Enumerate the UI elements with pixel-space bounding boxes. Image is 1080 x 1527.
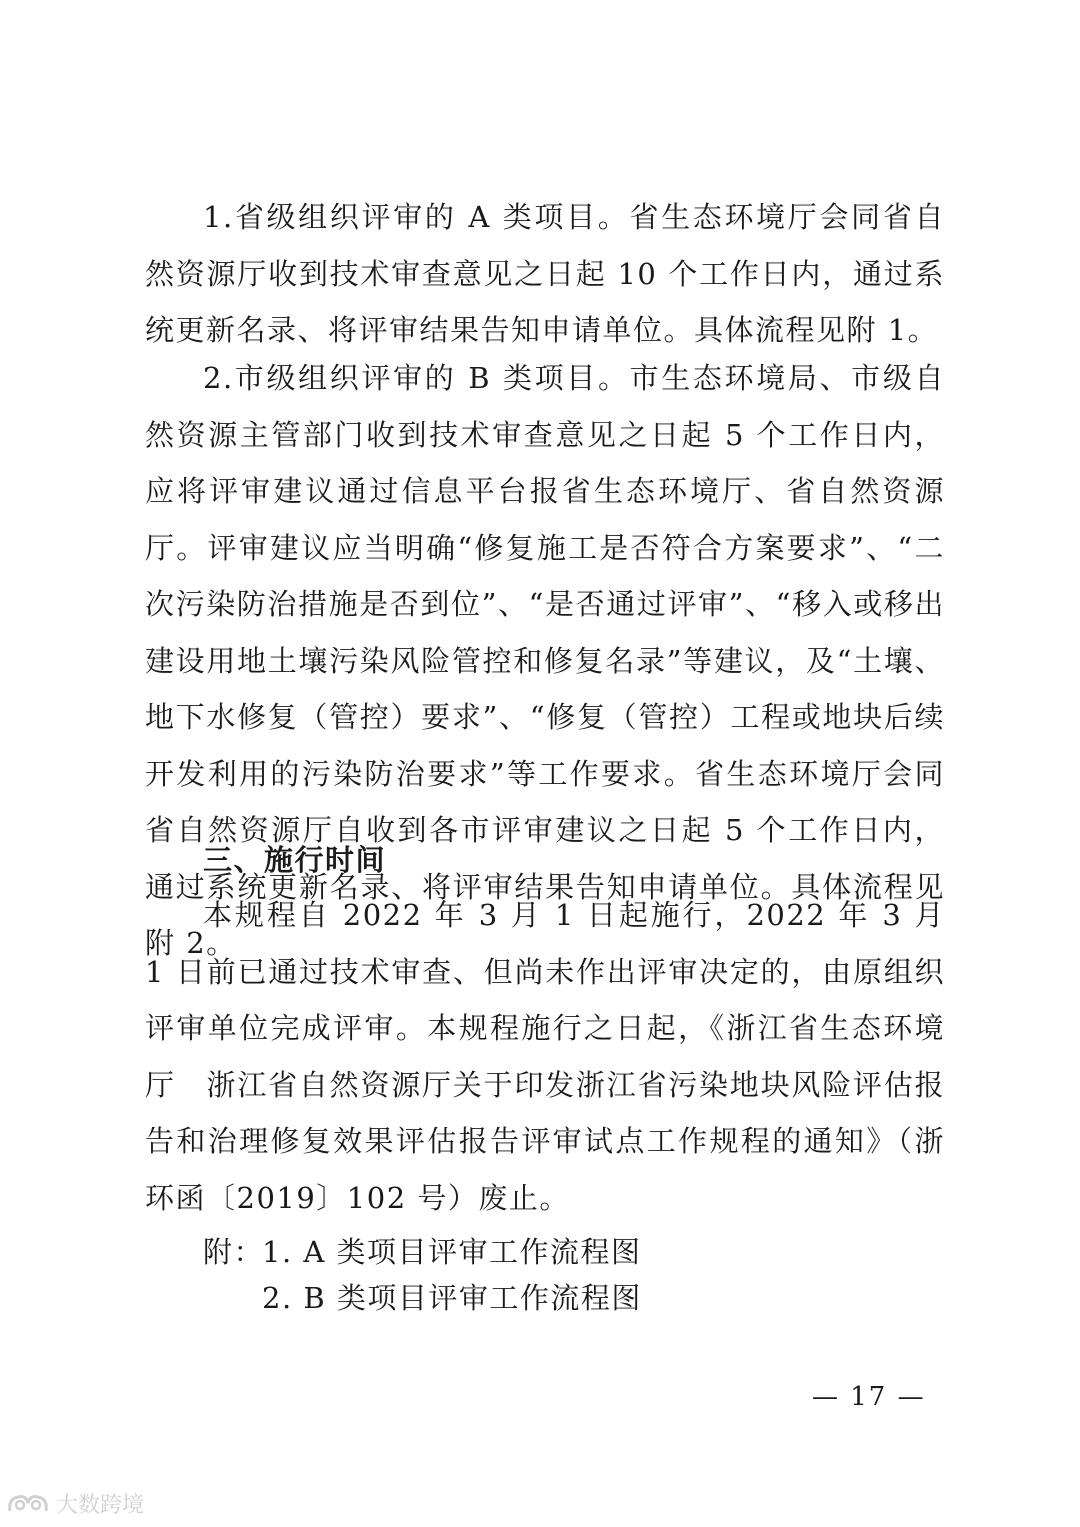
attachment-prefix: 附： — [203, 1235, 265, 1269]
attachment-item-2: 2. B 类项目评审工作流程图 — [262, 1281, 642, 1315]
watermark-text: 大数跨境 — [56, 1493, 145, 1518]
page-number: — 17 — — [812, 1382, 926, 1412]
paragraph-a-projects: 1.省级组织评审的 A 类项目。省生态环境厅会同省自然资源厅收到技术审查意见之日起 10 个工作日内，通过系统更新名录、将评审结果告知申请单位。具体流程见附 1。 — [145, 200, 945, 347]
paragraph-effective-date: 本规程自 2022 年 3 月 1 日起施行，2022 年 3 月 1 日前已通过技术审查、但尚未作出评审决定的，由原组织评审单位完成评审。本规程施行之日起，《浙江省生态环境厅 浙江省自然资源厅关于印发浙江省污染地块风险评估报告和治理修复效果评估报告评审试点工作规程的通知》（浙环函〔2019〕102 号）废止。 — [145, 898, 945, 1215]
watermark — [6, 1488, 144, 1519]
paragraph-b-projects: 2.市级组织评审的 B 类项目。市生态环境局、市级自然资源主管部门收到技术审查意见之日起 5 个工作日内，应将评审建议通过信息平台报省生态环境厅、省自然资源厅。评审建议应当明确“修复施工是否符合方案要求”、“二次污染防治措施是否到位”、“是否通过评审”、“移入或移出建设用地土壤污染风险管控和修复名录”等建议，及“土壤、地下水修复（管控）要求”、“修复（管控）工程或地块后续开发利用的污染防治要求”等工作要求。省生态环境厅会同省自然资源厅自收到各市评审建议之日起 5 个工作日内，通过系统更新名录、将评审结果告知申请单位。具体流程见附 2。 — [145, 361, 945, 960]
section-heading: 三、施行时间 — [203, 843, 387, 877]
logo-icon — [6, 1491, 50, 1517]
attachment-item-1: 1. A 类项目评审工作流程图 — [262, 1235, 642, 1269]
